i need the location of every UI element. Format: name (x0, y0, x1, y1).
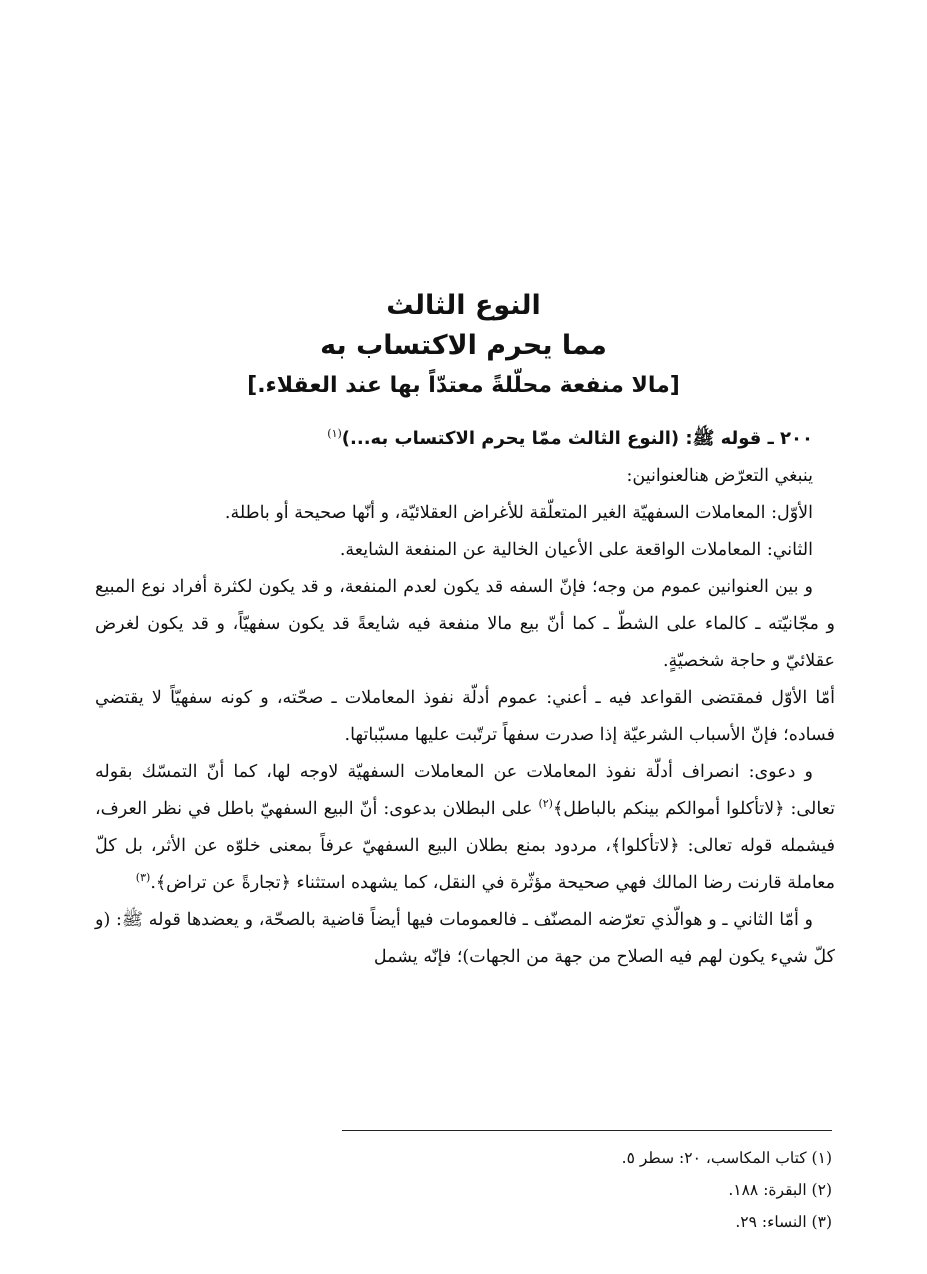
paragraph-200 (95, 420, 835, 458)
footnote-ref-2: (٢) (538, 797, 553, 811)
paragraph-second-topic: الثاني: المعاملات الواقعة على الأعيان الخالية عن المنفعة الشايعة. (339, 540, 813, 560)
paragraph-claim-part1: و دعوى: انصراف أدلّة نفوذ المعاملات عن المعاملات السفهيّة لاوجه لها، كما أنّ التمسّك بقوله تعالى: ﴿لاتأكلوا أموالكم بينكم بالباطل﴾ (95, 762, 835, 819)
footnote-3: (٣) النساء: ٢٩. (735, 1213, 832, 1231)
paragraph-claim (95, 754, 835, 902)
footnotes (332, 1142, 832, 1238)
chapter-title: النوع الثالث (386, 290, 541, 321)
body-text (95, 420, 835, 976)
footnote-1: (١) كتاب المكاسب، ٢٠: سطر ٥. (621, 1149, 832, 1167)
paragraph-claim-part2: على البطلان بدعوى: أنّ البيع السفهيّ باطل في نظر العرف، فيشمله قوله تعالى: ﴿لاتأكلوا﴾، مردود بمنع بطلان البيع السفهيّ عرفاً بمعنى خلوّه عن الأثر، بل كلّ معاملة قارنت رضا المالك فهي صحيحة مؤثّرة في النقل، كما يشهده استثناء ﴿تجارةً عن تراض﴾. (95, 799, 835, 893)
paragraph-first-discussion: أمّا الأوّل فمقتضى القواعد فيه ـ أعني: عموم أدلّة نفوذ المعاملات ـ صحّته، و كونه سفهيّاً لا يقتضي فساده؛ فإنّ الأسباب الشرعيّة إذا صدرت سفهاً ترتّبت عليها مسبّباتها. (95, 688, 835, 745)
paragraph-intro: ينبغي التعرّض هنالعنوانين: (626, 466, 813, 486)
footnote-divider (342, 1130, 832, 1131)
chapter-heading (100, 286, 827, 406)
footnote-ref-3: (٣) (135, 871, 151, 885)
footnote-ref-1: (١) (327, 427, 342, 441)
paragraph-relation: و بين العنوانين عموم من وجه؛ فإنّ السفه قد يكون لعدم المنفعة، و قد يكون لكثرة أفراد نوع المبيع و مجّانيّته ـ كالماء على الشطّ ـ كما أنّ بيع مالا منفعة فيه شايعةً قد يكون سفهيّاً، و قد يكون لغرض عقلائيّ و حاجة شخصيّةٍ. (95, 577, 835, 671)
paragraph-second-discussion: و أمّا الثاني ـ و هوالّذي تعرّضه المصنّف ـ فالعمومات فيها أيضاً قاضية بالصحّة، و يعضدها قوله ﷺ: (و كلّ شيء يكون لهم فيه الصلاح من جهة من الجهات)؛ فإنّه يشمل (95, 910, 835, 967)
paragraph-200-lead: ٢٠٠ ـ قوله ﷺ: (النوع الثالث ممّا يحرم الاكتساب به...) (341, 428, 813, 449)
chapter-subtitle: مما يحرم الاكتساب به (320, 330, 607, 361)
footnote-2: (٢) البقرة: ١٨٨. (728, 1181, 832, 1199)
paragraph-first-topic: الأوّل: المعاملات السفهيّة الغير المتعلّقة للأغراض العقلائيّة، و أنّها صحيحة أو باطلة. (224, 503, 813, 523)
chapter-bracket-title: [مالا منفعة محلّلةً معتدّاً بها عند العقلاء.] (247, 373, 680, 398)
